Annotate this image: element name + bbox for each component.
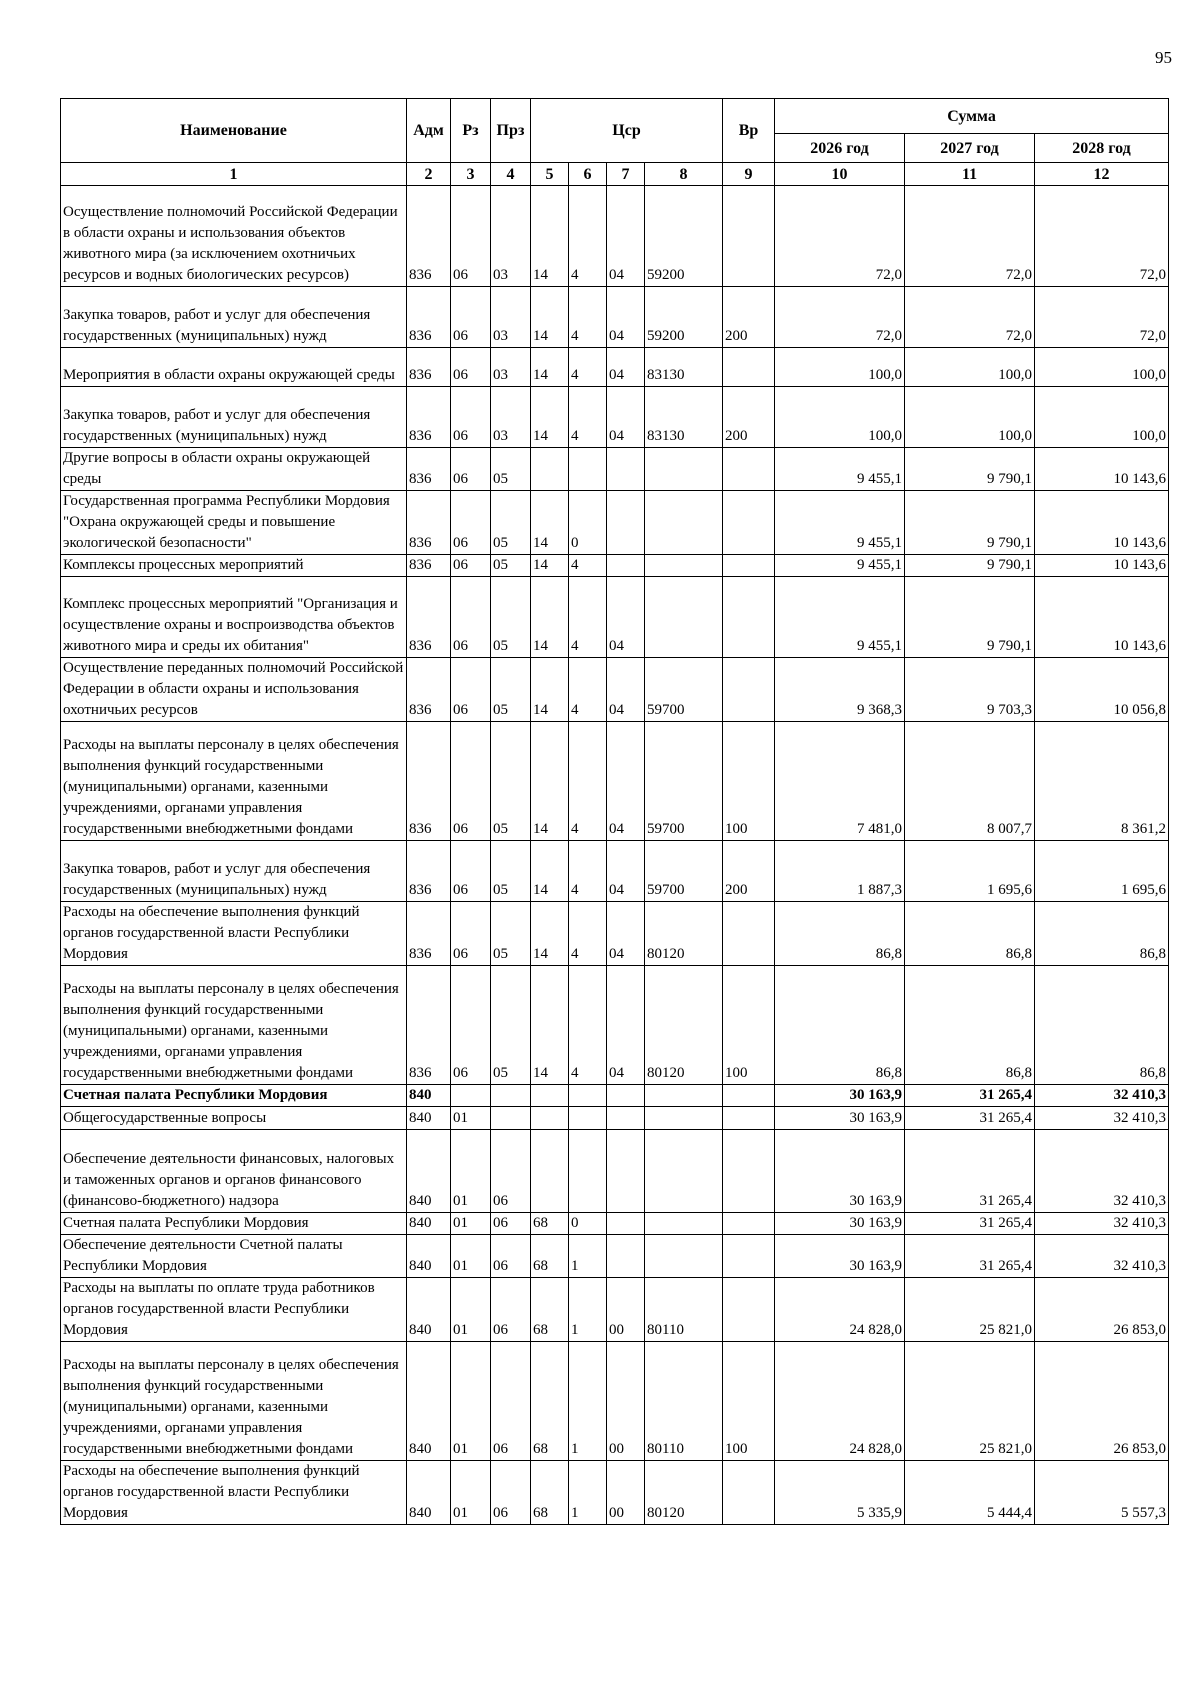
- row-amount-2028: 8 361,2: [1035, 722, 1169, 841]
- row-rz: 06: [451, 722, 491, 841]
- row-amount-2028: 1 695,6: [1035, 841, 1169, 902]
- row-amount-2028: 10 143,6: [1035, 555, 1169, 577]
- row-amount-2027: 100,0: [905, 348, 1035, 387]
- row-csr-complex: 00: [607, 1461, 645, 1525]
- row-amount-2026: 100,0: [775, 387, 905, 448]
- row-csr-complex: [607, 1107, 645, 1130]
- row-amount-2027: 9 790,1: [905, 555, 1035, 577]
- row-amount-2026: 24 828,0: [775, 1342, 905, 1461]
- row-amount-2027: 1 695,6: [905, 841, 1035, 902]
- row-amount-2026: 30 163,9: [775, 1107, 905, 1130]
- row-vr: 200: [723, 841, 775, 902]
- row-csr-program: 14: [531, 841, 569, 902]
- row-adm: 836: [407, 722, 451, 841]
- row-csr-direction: [645, 555, 723, 577]
- row-csr-program: 14: [531, 658, 569, 722]
- row-csr-direction: [645, 1213, 723, 1235]
- row-csr-direction: 83130: [645, 387, 723, 448]
- row-vr: 100: [723, 1342, 775, 1461]
- row-vr: [723, 348, 775, 387]
- row-amount-2028: 32 410,3: [1035, 1085, 1169, 1107]
- row-prz: 03: [491, 387, 531, 448]
- table-row: [61, 287, 1169, 348]
- row-rz: 06: [451, 491, 491, 555]
- row-rz: 01: [451, 1342, 491, 1461]
- row-csr-direction: 80110: [645, 1342, 723, 1461]
- row-prz: 05: [491, 902, 531, 966]
- row-adm: 836: [407, 387, 451, 448]
- header-year-2028: 2028 год: [1035, 134, 1169, 163]
- row-csr-program: [531, 448, 569, 491]
- header-sum: Сумма: [775, 99, 1169, 134]
- row-prz: [491, 1085, 531, 1107]
- row-csr-type: 4: [569, 555, 607, 577]
- row-csr-type: 0: [569, 491, 607, 555]
- table-row: [61, 491, 1169, 555]
- row-prz: 05: [491, 448, 531, 491]
- table-row: [61, 387, 1169, 448]
- row-amount-2028: 10 143,6: [1035, 491, 1169, 555]
- row-amount-2027: 25 821,0: [905, 1342, 1035, 1461]
- table-row: [61, 348, 1169, 387]
- row-csr-direction: [645, 1130, 723, 1213]
- table-row: [61, 555, 1169, 577]
- row-vr: [723, 902, 775, 966]
- row-csr-program: 14: [531, 555, 569, 577]
- row-vr: 200: [723, 287, 775, 348]
- table-row: [61, 966, 1169, 1085]
- row-amount-2027: 9 790,1: [905, 448, 1035, 491]
- row-rz: 06: [451, 577, 491, 658]
- row-amount-2027: 9 790,1: [905, 577, 1035, 658]
- row-prz: 05: [491, 555, 531, 577]
- row-csr-complex: 04: [607, 966, 645, 1085]
- row-prz: 06: [491, 1213, 531, 1235]
- col-number: 12: [1035, 163, 1169, 186]
- row-csr-type: 1: [569, 1235, 607, 1278]
- row-name: Обеспечение деятельности финансовых, налоговых и таможенных органов и органов финансового (финансово-бюджетного) надзора: [61, 1130, 407, 1213]
- table-row: [61, 577, 1169, 658]
- col-number: 9: [723, 163, 775, 186]
- row-csr-direction: [645, 1085, 723, 1107]
- row-amount-2028: 10 143,6: [1035, 577, 1169, 658]
- row-name: Расходы на выплаты персоналу в целях обеспечения выполнения функций государственными (муниципальными) органами, казенными учреждениями, органами управления государственными внебюджетными фондами: [61, 1342, 407, 1461]
- col-number: 6: [569, 163, 607, 186]
- budget-table: [60, 98, 1169, 1525]
- row-name: Расходы на выплаты по оплате труда работников органов государственной власти Республики Мордовия: [61, 1278, 407, 1342]
- row-name: Расходы на выплаты персоналу в целях обеспечения выполнения функций государственными (муниципальными) органами, казенными учреждениями, органами управления государственными внебюджетными фондами: [61, 966, 407, 1085]
- row-amount-2028: 86,8: [1035, 966, 1169, 1085]
- row-prz: 05: [491, 966, 531, 1085]
- col-number: 7: [607, 163, 645, 186]
- row-amount-2026: 30 163,9: [775, 1235, 905, 1278]
- row-prz: 05: [491, 658, 531, 722]
- row-amount-2027: 72,0: [905, 287, 1035, 348]
- row-prz: 06: [491, 1461, 531, 1525]
- row-vr: [723, 1107, 775, 1130]
- row-amount-2026: 5 335,9: [775, 1461, 905, 1525]
- row-adm: 836: [407, 348, 451, 387]
- row-name: Закупка товаров, работ и услуг для обеспечения государственных (муниципальных) нужд: [61, 841, 407, 902]
- row-amount-2028: 32 410,3: [1035, 1130, 1169, 1213]
- row-vr: [723, 491, 775, 555]
- row-csr-complex: 04: [607, 658, 645, 722]
- row-csr-complex: 00: [607, 1342, 645, 1461]
- col-number: 5: [531, 163, 569, 186]
- row-adm: 840: [407, 1342, 451, 1461]
- row-csr-type: 4: [569, 841, 607, 902]
- row-rz: 06: [451, 841, 491, 902]
- row-csr-program: 14: [531, 491, 569, 555]
- row-name: Комплекс процессных мероприятий "Организация и осуществление охраны и воспроизводства объектов животного мира и среды их обитания": [61, 577, 407, 658]
- col-number: 11: [905, 163, 1035, 186]
- row-csr-type: 0: [569, 1213, 607, 1235]
- row-csr-type: 4: [569, 287, 607, 348]
- row-amount-2027: 25 821,0: [905, 1278, 1035, 1342]
- row-amount-2028: 32 410,3: [1035, 1235, 1169, 1278]
- col-number: 3: [451, 163, 491, 186]
- row-prz: 05: [491, 722, 531, 841]
- row-prz: 06: [491, 1278, 531, 1342]
- table-row: [61, 722, 1169, 841]
- row-csr-complex: [607, 448, 645, 491]
- header-year-2026: 2026 год: [775, 134, 905, 163]
- row-vr: [723, 577, 775, 658]
- row-prz: 05: [491, 577, 531, 658]
- row-csr-program: [531, 1085, 569, 1107]
- row-csr-complex: [607, 1085, 645, 1107]
- row-amount-2028: 72,0: [1035, 287, 1169, 348]
- row-csr-direction: 83130: [645, 348, 723, 387]
- row-amount-2026: 30 163,9: [775, 1213, 905, 1235]
- row-amount-2028: 5 557,3: [1035, 1461, 1169, 1525]
- row-csr-type: [569, 1130, 607, 1213]
- table-row: [61, 1235, 1169, 1278]
- row-amount-2027: 9 703,3: [905, 658, 1035, 722]
- row-amount-2026: 9 455,1: [775, 448, 905, 491]
- row-csr-complex: 04: [607, 577, 645, 658]
- row-csr-program: [531, 1107, 569, 1130]
- row-rz: 06: [451, 902, 491, 966]
- row-rz: 01: [451, 1130, 491, 1213]
- row-vr: [723, 1130, 775, 1213]
- row-amount-2028: 10 143,6: [1035, 448, 1169, 491]
- row-vr: [723, 658, 775, 722]
- row-vr: 100: [723, 722, 775, 841]
- row-amount-2027: 31 265,4: [905, 1107, 1035, 1130]
- row-adm: 836: [407, 491, 451, 555]
- header-rz: Рз: [451, 99, 491, 163]
- header-adm: Адм: [407, 99, 451, 163]
- table-row: [61, 658, 1169, 722]
- row-name: Закупка товаров, работ и услуг для обеспечения государственных (муниципальных) нужд: [61, 287, 407, 348]
- row-rz: 06: [451, 287, 491, 348]
- row-amount-2027: 100,0: [905, 387, 1035, 448]
- row-csr-complex: [607, 491, 645, 555]
- row-csr-type: 4: [569, 658, 607, 722]
- row-amount-2026: 1 887,3: [775, 841, 905, 902]
- row-adm: 836: [407, 841, 451, 902]
- row-csr-direction: 59700: [645, 841, 723, 902]
- row-csr-type: 4: [569, 577, 607, 658]
- table-row: [61, 902, 1169, 966]
- row-csr-type: 4: [569, 387, 607, 448]
- row-prz: 06: [491, 1130, 531, 1213]
- row-csr-type: 1: [569, 1461, 607, 1525]
- row-name: Комплексы процессных мероприятий: [61, 555, 407, 577]
- row-amount-2026: 100,0: [775, 348, 905, 387]
- row-adm: 840: [407, 1213, 451, 1235]
- row-amount-2026: 86,8: [775, 902, 905, 966]
- row-csr-program: 14: [531, 348, 569, 387]
- row-name: Расходы на выплаты персоналу в целях обеспечения выполнения функций государственными (муниципальными) органами, казенными учреждениями, органами управления государственными внебюджетными фондами: [61, 722, 407, 841]
- row-adm: 840: [407, 1278, 451, 1342]
- row-csr-type: 4: [569, 348, 607, 387]
- row-csr-complex: [607, 555, 645, 577]
- row-csr-complex: 04: [607, 722, 645, 841]
- row-name: Мероприятия в области охраны окружающей среды: [61, 348, 407, 387]
- row-csr-direction: 80120: [645, 902, 723, 966]
- row-csr-complex: 00: [607, 1278, 645, 1342]
- row-csr-direction: [645, 491, 723, 555]
- row-prz: 06: [491, 1235, 531, 1278]
- row-csr-program: 68: [531, 1235, 569, 1278]
- row-amount-2026: 24 828,0: [775, 1278, 905, 1342]
- row-csr-complex: 04: [607, 902, 645, 966]
- row-prz: 05: [491, 491, 531, 555]
- row-csr-complex: 04: [607, 287, 645, 348]
- header-year-2027: 2027 год: [905, 134, 1035, 163]
- row-csr-complex: 04: [607, 387, 645, 448]
- row-amount-2026: 9 455,1: [775, 577, 905, 658]
- table-row: [61, 1107, 1169, 1130]
- row-csr-type: 1: [569, 1342, 607, 1461]
- row-csr-direction: 59200: [645, 287, 723, 348]
- row-adm: 836: [407, 902, 451, 966]
- row-adm: 840: [407, 1085, 451, 1107]
- row-csr-type: 4: [569, 722, 607, 841]
- row-csr-complex: 04: [607, 186, 645, 287]
- row-csr-type: [569, 448, 607, 491]
- row-prz: 06: [491, 1342, 531, 1461]
- row-csr-direction: 80110: [645, 1278, 723, 1342]
- row-amount-2028: 72,0: [1035, 186, 1169, 287]
- row-amount-2026: 86,8: [775, 966, 905, 1085]
- row-vr: [723, 1213, 775, 1235]
- row-name: Осуществление переданных полномочий Российской Федерации в области охраны и использования охотничьих ресурсов: [61, 658, 407, 722]
- row-rz: [451, 1085, 491, 1107]
- header-prz: Прз: [491, 99, 531, 163]
- row-csr-direction: 80120: [645, 1461, 723, 1525]
- row-rz: 01: [451, 1213, 491, 1235]
- row-prz: [491, 1107, 531, 1130]
- row-csr-program: 68: [531, 1342, 569, 1461]
- row-amount-2027: 31 265,4: [905, 1130, 1035, 1213]
- row-amount-2026: 9 368,3: [775, 658, 905, 722]
- row-name: Расходы на обеспечение выполнения функций органов государственной власти Республики Мордовия: [61, 902, 407, 966]
- row-csr-program: 14: [531, 722, 569, 841]
- row-prz: 03: [491, 348, 531, 387]
- row-amount-2026: 7 481,0: [775, 722, 905, 841]
- row-vr: [723, 555, 775, 577]
- table-row: [61, 841, 1169, 902]
- table-row: [61, 1278, 1169, 1342]
- row-amount-2028: 32 410,3: [1035, 1107, 1169, 1130]
- col-number: 1: [61, 163, 407, 186]
- row-csr-program: 14: [531, 287, 569, 348]
- row-amount-2026: 9 455,1: [775, 491, 905, 555]
- row-vr: [723, 1278, 775, 1342]
- row-amount-2027: 5 444,4: [905, 1461, 1035, 1525]
- row-amount-2027: 31 265,4: [905, 1235, 1035, 1278]
- row-csr-type: [569, 1085, 607, 1107]
- row-rz: 01: [451, 1278, 491, 1342]
- row-rz: 06: [451, 658, 491, 722]
- row-amount-2028: 26 853,0: [1035, 1278, 1169, 1342]
- row-amount-2027: 8 007,7: [905, 722, 1035, 841]
- row-rz: 06: [451, 966, 491, 1085]
- row-amount-2028: 10 056,8: [1035, 658, 1169, 722]
- row-amount-2027: 86,8: [905, 902, 1035, 966]
- row-adm: 836: [407, 186, 451, 287]
- row-csr-program: 14: [531, 966, 569, 1085]
- row-vr: [723, 186, 775, 287]
- column-numbers-row: [61, 163, 1169, 186]
- row-adm: 836: [407, 448, 451, 491]
- row-adm: 840: [407, 1235, 451, 1278]
- row-name: Закупка товаров, работ и услуг для обеспечения государственных (муниципальных) нужд: [61, 387, 407, 448]
- row-amount-2027: 31 265,4: [905, 1085, 1035, 1107]
- header-csr: Цср: [531, 99, 723, 163]
- row-amount-2028: 100,0: [1035, 348, 1169, 387]
- row-amount-2026: 72,0: [775, 186, 905, 287]
- row-csr-direction: 59700: [645, 722, 723, 841]
- row-vr: [723, 1461, 775, 1525]
- col-number: 8: [645, 163, 723, 186]
- row-csr-direction: [645, 448, 723, 491]
- row-rz: 06: [451, 387, 491, 448]
- row-name: Обеспечение деятельности Счетной палаты Республики Мордовия: [61, 1235, 407, 1278]
- row-csr-direction: [645, 577, 723, 658]
- row-csr-type: 4: [569, 966, 607, 1085]
- row-csr-type: 1: [569, 1278, 607, 1342]
- row-vr: [723, 1235, 775, 1278]
- row-csr-type: [569, 1107, 607, 1130]
- row-csr-type: 4: [569, 186, 607, 287]
- row-name: Расходы на обеспечение выполнения функций органов государственной власти Республики Мордовия: [61, 1461, 407, 1525]
- row-prz: 03: [491, 287, 531, 348]
- row-vr: 200: [723, 387, 775, 448]
- row-csr-complex: 04: [607, 348, 645, 387]
- row-rz: 01: [451, 1461, 491, 1525]
- row-name: Другие вопросы в области охраны окружающей среды: [61, 448, 407, 491]
- row-adm: 840: [407, 1107, 451, 1130]
- row-csr-direction: [645, 1107, 723, 1130]
- row-name: Осуществление полномочий Российской Федерации в области охраны и использования объектов животного мира (за исключением охотничьих ресурсов и водных биологических ресурсов): [61, 186, 407, 287]
- row-csr-complex: [607, 1213, 645, 1235]
- row-rz: 01: [451, 1235, 491, 1278]
- row-csr-program: 68: [531, 1278, 569, 1342]
- row-adm: 840: [407, 1461, 451, 1525]
- table-row: [61, 1461, 1169, 1525]
- col-number: 10: [775, 163, 905, 186]
- row-name: Государственная программа Республики Мордовия "Охрана окружающей среды и повышение экологической безопасности": [61, 491, 407, 555]
- row-csr-program: 14: [531, 186, 569, 287]
- row-vr: [723, 1085, 775, 1107]
- row-rz: 01: [451, 1107, 491, 1130]
- row-rz: 06: [451, 348, 491, 387]
- row-prz: 03: [491, 186, 531, 287]
- row-adm: 836: [407, 658, 451, 722]
- row-adm: 836: [407, 966, 451, 1085]
- row-csr-complex: 04: [607, 841, 645, 902]
- row-csr-direction: 59700: [645, 658, 723, 722]
- row-csr-direction: 59200: [645, 186, 723, 287]
- row-csr-program: 68: [531, 1461, 569, 1525]
- row-csr-program: 14: [531, 577, 569, 658]
- row-amount-2026: 72,0: [775, 287, 905, 348]
- row-csr-complex: [607, 1130, 645, 1213]
- row-csr-program: 14: [531, 902, 569, 966]
- table-row: [61, 186, 1169, 287]
- row-rz: 06: [451, 448, 491, 491]
- table-row: [61, 1342, 1169, 1461]
- col-number: 2: [407, 163, 451, 186]
- row-csr-program: 14: [531, 387, 569, 448]
- row-amount-2028: 86,8: [1035, 902, 1169, 966]
- header-name: Наименование: [61, 99, 407, 163]
- row-amount-2028: 32 410,3: [1035, 1213, 1169, 1235]
- row-vr: 100: [723, 966, 775, 1085]
- row-amount-2028: 100,0: [1035, 387, 1169, 448]
- row-amount-2026: 30 163,9: [775, 1085, 905, 1107]
- table-row: [61, 1130, 1169, 1213]
- row-rz: 06: [451, 186, 491, 287]
- row-name: Счетная палата Республики Мордовия: [61, 1213, 407, 1235]
- table-row: [61, 1213, 1169, 1235]
- header-vr: Вр: [723, 99, 775, 163]
- row-adm: 836: [407, 287, 451, 348]
- row-name: Общегосударственные вопросы: [61, 1107, 407, 1130]
- row-adm: 836: [407, 577, 451, 658]
- row-name: Счетная палата Республики Мордовия: [61, 1085, 407, 1107]
- row-prz: 05: [491, 841, 531, 902]
- row-amount-2026: 30 163,9: [775, 1130, 905, 1213]
- page-number: 95: [1155, 48, 1172, 67]
- row-adm: 836: [407, 555, 451, 577]
- row-vr: [723, 448, 775, 491]
- row-adm: 840: [407, 1130, 451, 1213]
- row-csr-direction: 80120: [645, 966, 723, 1085]
- col-number: 4: [491, 163, 531, 186]
- row-amount-2027: 9 790,1: [905, 491, 1035, 555]
- table-row: [61, 448, 1169, 491]
- row-rz: 06: [451, 555, 491, 577]
- row-csr-program: [531, 1130, 569, 1213]
- row-amount-2028: 26 853,0: [1035, 1342, 1169, 1461]
- row-csr-direction: [645, 1235, 723, 1278]
- row-csr-program: 68: [531, 1213, 569, 1235]
- row-amount-2027: 86,8: [905, 966, 1035, 1085]
- row-csr-complex: [607, 1235, 645, 1278]
- row-amount-2027: 72,0: [905, 186, 1035, 287]
- row-csr-type: 4: [569, 902, 607, 966]
- table-row: [61, 1085, 1169, 1107]
- row-amount-2026: 9 455,1: [775, 555, 905, 577]
- row-amount-2027: 31 265,4: [905, 1213, 1035, 1235]
